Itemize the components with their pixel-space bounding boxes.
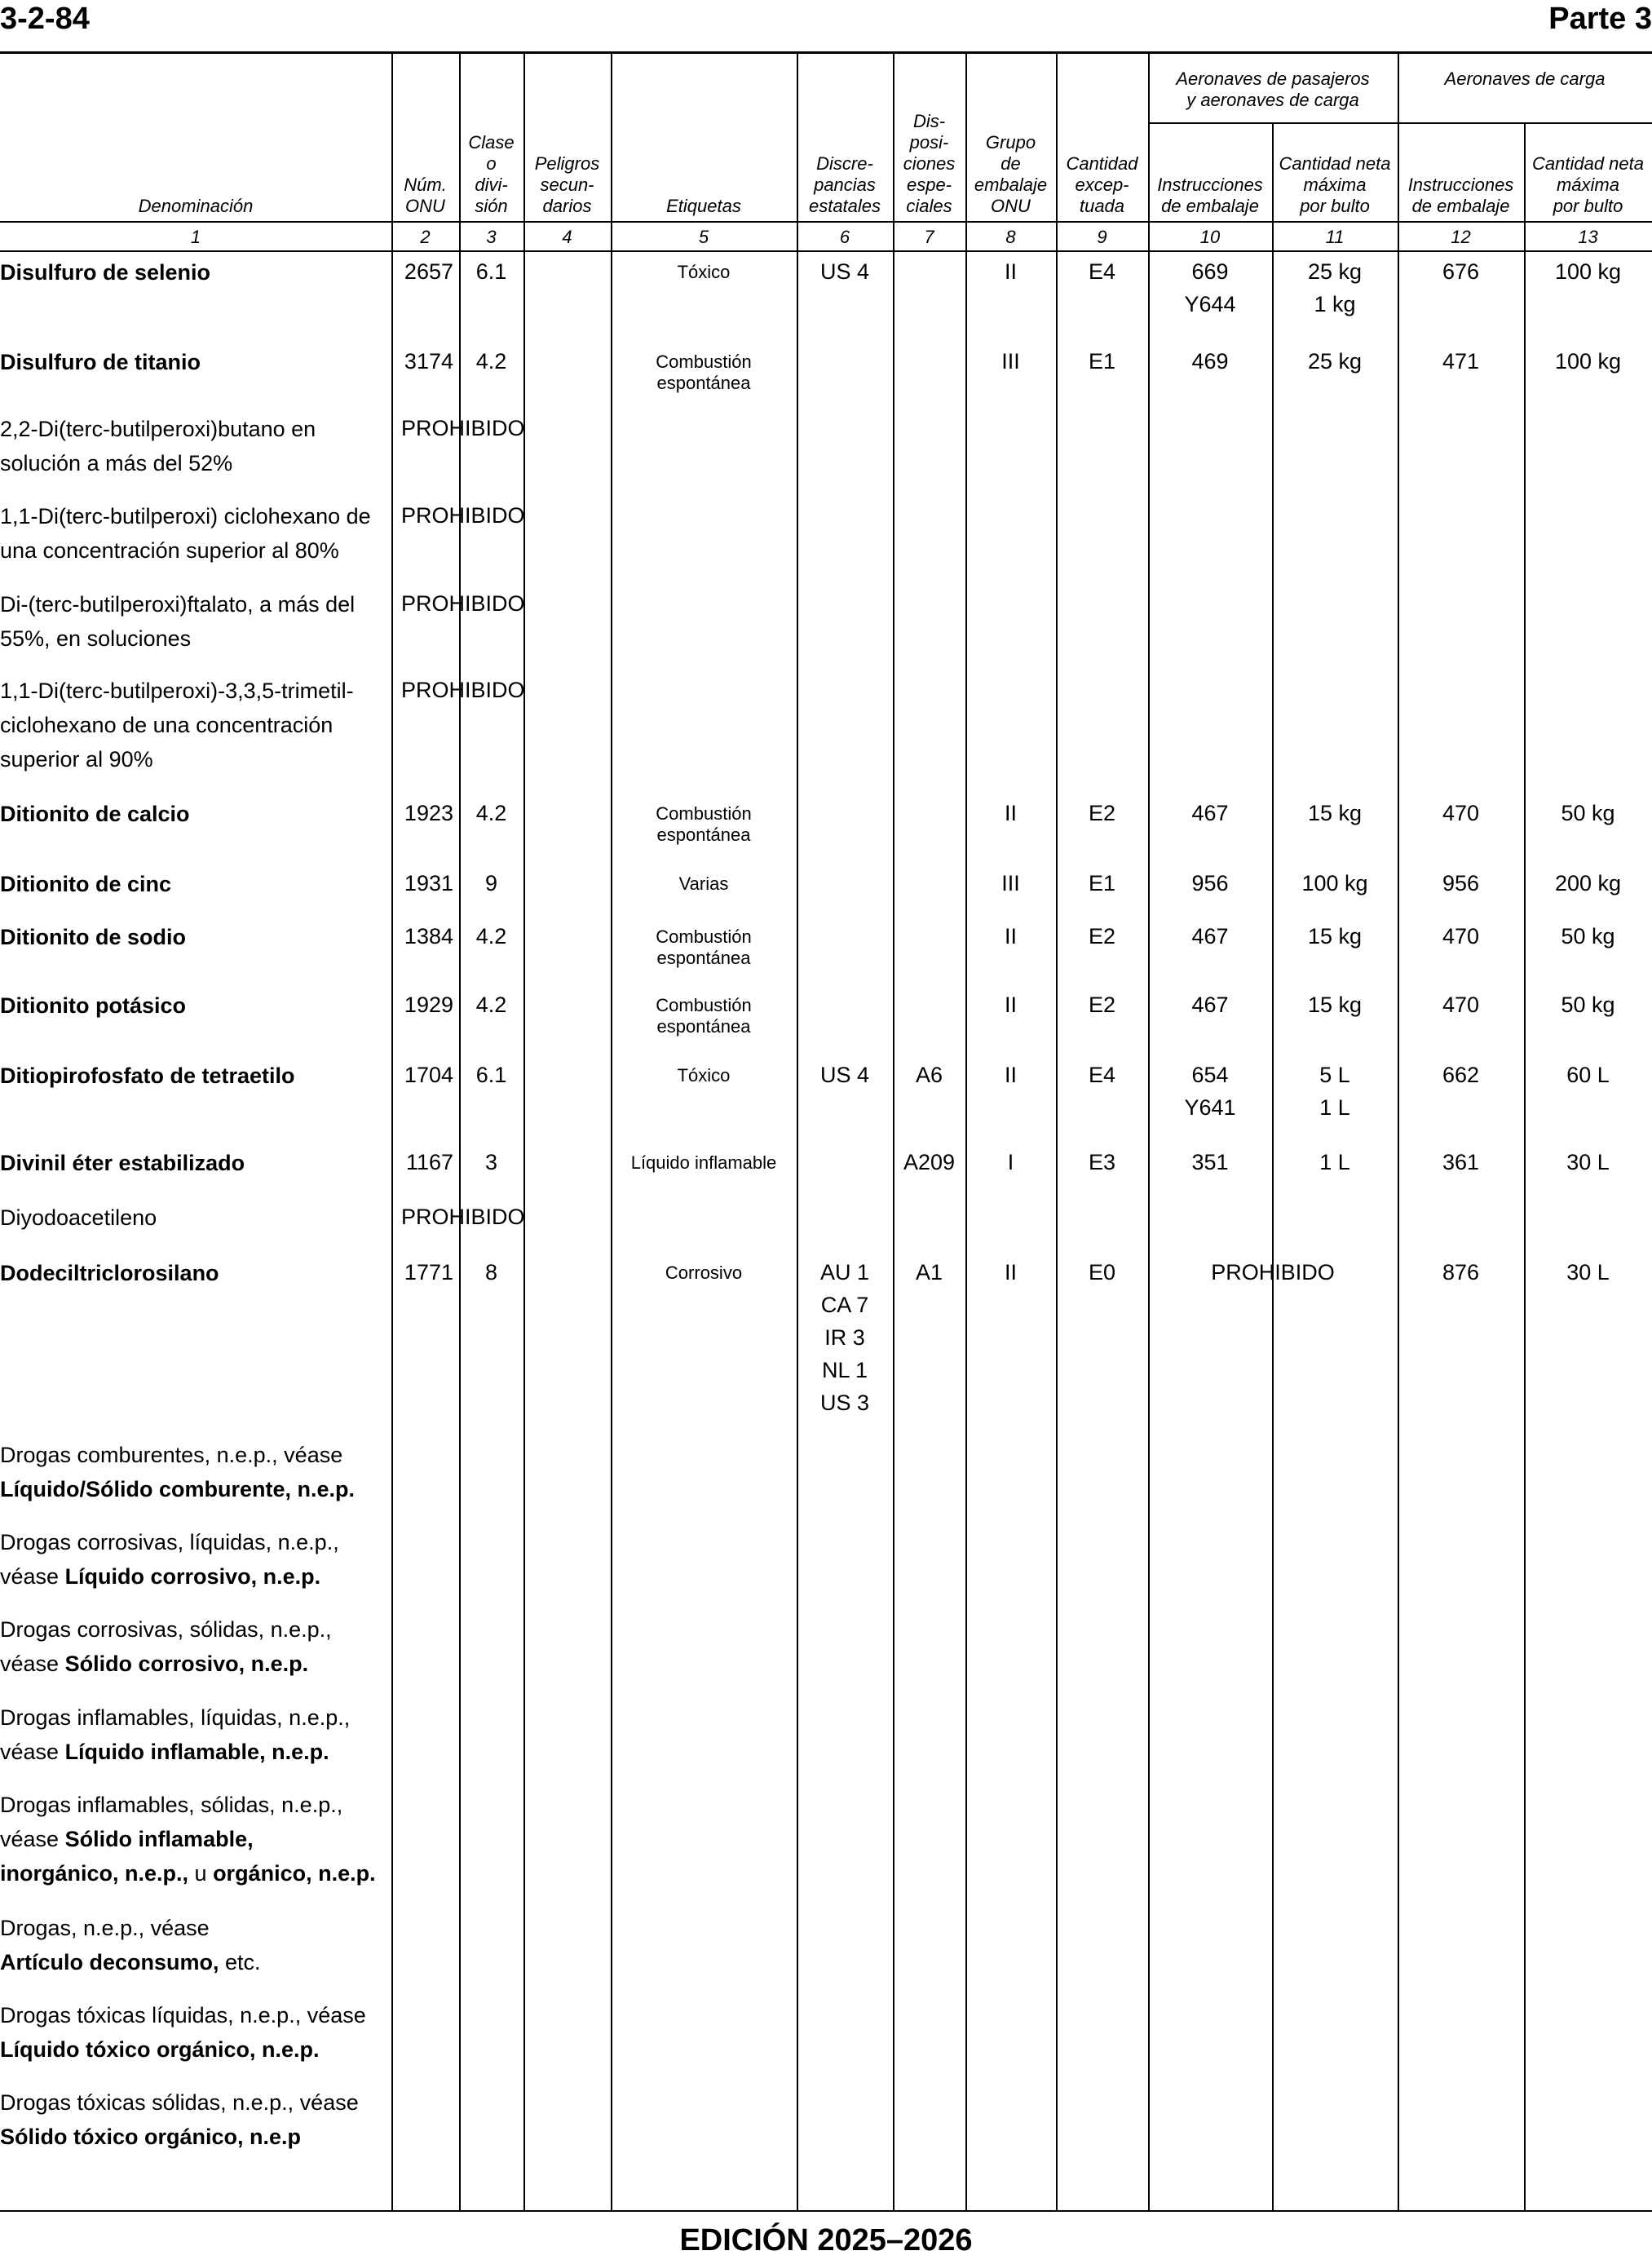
see-entry: Drogas tóxicas líquidas, n.e.p., véase Líquido tóxico orgánico, n.e.p. [0,2003,366,2062]
hazard-label: Combustión espontánea [656,926,752,968]
un-number: 3174 [404,349,453,374]
hazard-class: 8 [484,1260,498,1285]
hazard-label: Varias [678,873,729,894]
hazard-class: 4.2 [475,924,507,948]
entry-name: 1,1-Di(terc-butilperoxi) ciclohexano de una concentración superior al 80% [0,504,371,563]
column-header-9: Cantidad excep- tuada [1066,153,1138,216]
entry-name: Ditiopirofosfato de tetraetilo [0,1063,295,1088]
column-number-10: 10 [1199,227,1221,247]
hazard-label: Tóxico [677,262,731,282]
column-number-8: 8 [1005,227,1016,247]
special-provisions: A1 [915,1260,943,1285]
column-header-6: Discre- pancias estatales [808,153,881,216]
packing-instruction-pax: 467 [1191,924,1229,948]
packing-instruction-pax: 669 Y644 [1184,259,1236,316]
entry-name: Diyodoacetileno [0,1205,157,1230]
entry-name: 2,2-Di(terc-butilperoxi)butano en solución a más del 52% [0,417,316,475]
bottom-rule [0,2210,1652,2212]
un-number: 1923 [404,801,453,825]
column-number-3: 3 [486,227,497,247]
column-number-6: 6 [839,227,850,247]
excepted-quantity: E4 [1088,259,1116,284]
packing-instruction-cao: 470 [1442,801,1480,825]
un-number: 2657 [404,259,453,284]
packing-group: I [1007,1150,1014,1174]
column-header-5: Etiquetas [666,196,741,216]
max-qty-cao: 50 kg [1561,924,1615,948]
see-entry: Drogas comburentes, n.e.p., véase Líquido/Sólido comburente, n.e.p. [0,1443,355,1501]
column-header-3: Clase o divi- sión [468,132,515,216]
max-qty-pax: 1 L [1319,1150,1350,1174]
hazard-label: Combustión espontánea [656,352,752,393]
hazard-label: Tóxico [677,1065,731,1086]
packing-group: II [1004,993,1017,1017]
max-qty-cao: 200 kg [1554,871,1622,895]
column-number-12: 12 [1451,227,1471,247]
page-number: 3-2-84 [0,2,90,36]
see-entry: Drogas corrosivas, sólidas, n.e.p., véase Sólido corrosivo, n.e.p. [0,1617,332,1676]
max-qty-cao: 50 kg [1561,993,1615,1017]
excepted-quantity: E3 [1088,1150,1116,1174]
column-header-8: Grupo de embalaje ONU [974,132,1048,216]
hazard-label: Combustión espontánea [656,803,752,845]
packing-instruction-cao: 662 [1442,1063,1480,1087]
see-entry: Drogas corrosivas, líquidas, n.e.p., véase Líquido corrosivo, n.e.p. [0,1530,339,1589]
column-number-7: 7 [924,227,934,247]
un-number: 1771 [404,1260,453,1285]
packing-instruction-pax: 467 [1191,801,1229,825]
un-number: 1167 [405,1150,453,1174]
excepted-quantity: E0 [1088,1260,1116,1285]
hazard-label: Líquido inflamable [630,1152,777,1173]
entry-name: Ditionito potásico [0,993,186,1018]
special-provisions: A6 [915,1063,943,1087]
packing-group: II [1004,259,1017,284]
column-header-13: Cantidad neta máxima por bulto [1532,153,1644,216]
column-header-7: Dis- posi- ciones espe- ciales [903,111,956,216]
entry-name: Ditionito de calcio [0,802,190,826]
group-rule [1148,122,1652,124]
col-divider [893,54,894,2210]
column-number-1: 1 [190,227,201,247]
max-qty-cao: 30 L [1566,1150,1610,1174]
hazard-class: 4.2 [475,801,507,825]
hazard-class: 6.1 [475,259,507,284]
entry-name: Dodeciltriclorosilano [0,1261,219,1285]
excepted-quantity: E1 [1088,871,1116,895]
column-header-1: Denominación [138,196,254,216]
entry-name: Disulfuro de titanio [0,350,201,374]
entry-name: Ditionito de cinc [0,872,172,896]
column-number-2: 2 [420,227,431,247]
packing-instruction-pax: 956 [1191,871,1229,895]
max-qty-pax: 15 kg [1307,801,1363,825]
prohibited-label: PROHIBIDO [1211,1260,1335,1285]
hazard-class: 4.2 [475,993,507,1017]
packing-instruction-cao: 876 [1442,1260,1480,1285]
state-variations: US 4 [819,259,870,284]
max-qty-pax: 15 kg [1307,993,1363,1017]
packing-instruction-pax: 351 [1191,1150,1229,1174]
packing-group: II [1004,801,1017,825]
column-number-4: 4 [562,227,572,247]
hazard-label: Combustión espontánea [656,995,752,1037]
entry-name: 1,1-Di(terc-butilperoxi)-3,3,5-trimetil- ciclohexano de una concentración superior al 90% [0,679,354,772]
packing-group: III [1001,349,1020,374]
excepted-quantity: E2 [1088,924,1116,948]
column-number-13: 13 [1578,227,1598,247]
group-header-passenger: Aeronaves de pasajeros y aeronaves de carga [1176,69,1370,110]
prohibited-label: PROHIBIDO [401,416,525,440]
max-qty-cao: 30 L [1566,1260,1610,1285]
packing-instruction-pax: 469 [1191,349,1229,374]
packing-instruction-cao: 956 [1442,871,1480,895]
packing-instruction-pax: 467 [1191,993,1229,1017]
max-qty-pax: 5 L 1 L [1319,1063,1350,1120]
column-header-12: Instrucciones de embalaje [1407,175,1514,216]
excepted-quantity: E2 [1088,801,1116,825]
top-rule [0,51,1652,54]
packing-group: II [1004,924,1017,948]
packing-instruction-pax: 654 Y641 [1184,1063,1236,1120]
excepted-quantity: E2 [1088,993,1116,1017]
un-number: 1931 [404,871,453,895]
part-label: Parte 3 [1548,2,1652,36]
entry-name: Divinil éter estabilizado [0,1151,245,1175]
group-header-cargo: Aeronaves de carga [1444,69,1606,89]
max-qty-cao: 100 kg [1554,349,1622,374]
see-entry: Drogas inflamables, líquidas, n.e.p., véase Líquido inflamable, n.e.p. [0,1705,351,1764]
see-entry: Drogas inflamables, sólidas, n.e.p., véase Sólido inflamable, inorgánico, n.e.p., u orgánico, n.e.p. [0,1793,376,1886]
max-qty-pax: 15 kg [1307,924,1363,948]
packing-instruction-cao: 361 [1442,1150,1480,1174]
edition-footer: EDICIÓN 2025–2026 [679,2223,973,2257]
un-number: 1704 [404,1063,453,1087]
packing-instruction-cao: 676 [1442,259,1480,284]
state-variations: AU 1 CA 7 IR 3 NL 1 US 3 [819,1260,870,1415]
packing-group: II [1004,1063,1017,1087]
packing-instruction-cao: 471 [1442,349,1480,374]
entry-name: Di-(terc-butilperoxi)ftalato, a más del 55%, en soluciones [0,592,356,651]
col-divider [797,54,798,2210]
max-qty-pax: 100 kg [1301,871,1368,895]
hazard-class: 9 [484,871,498,895]
hazard-label: Corrosivo [665,1262,743,1283]
state-variations: US 4 [819,1063,870,1087]
hazard-class: 3 [484,1150,498,1174]
prohibited-label: PROHIBIDO [401,591,525,616]
max-qty-cao: 100 kg [1554,259,1622,284]
max-qty-pax: 25 kg 1 kg [1307,259,1363,316]
col-divider [523,54,525,2210]
hazard-class: 4.2 [475,349,507,374]
packing-group: III [1001,871,1020,895]
packing-group: II [1004,1260,1017,1285]
header-rule [0,221,1652,223]
entry-name: Disulfuro de selenio [0,260,211,285]
prohibited-label: PROHIBIDO [401,678,525,702]
excepted-quantity: E1 [1088,349,1116,374]
entry-name: Ditionito de sodio [0,925,186,949]
un-number: 1929 [404,993,453,1017]
prohibited-label: PROHIBIDO [401,503,525,528]
excepted-quantity: E4 [1088,1063,1116,1087]
max-qty-pax: 25 kg [1307,349,1363,374]
column-header-11: Cantidad neta máxima por bulto [1279,153,1391,216]
max-qty-cao: 60 L [1566,1063,1610,1087]
column-number-11: 11 [1325,227,1345,247]
un-number: 1384 [404,924,453,948]
packing-instruction-cao: 470 [1442,924,1480,948]
colnum-rule [0,250,1652,252]
column-header-10: Instrucciones de embalaje [1157,175,1263,216]
special-provisions: A209 [903,1150,956,1174]
column-number-9: 9 [1097,227,1107,247]
see-entry: Drogas, n.e.p., véase Artículo deconsumo, etc. [0,1916,261,1974]
see-entry: Drogas tóxicas sólidas, n.e.p., véase Sólido tóxico orgánico, n.e.p [0,2090,359,2149]
max-qty-cao: 50 kg [1561,801,1615,825]
column-number-5: 5 [698,227,709,247]
column-header-2: Núm. ONU [404,175,447,216]
hazard-class: 6.1 [475,1063,507,1087]
packing-instruction-cao: 470 [1442,993,1480,1017]
prohibited-label: PROHIBIDO [401,1205,525,1229]
column-header-4: Peligros secun- darios [534,153,600,216]
